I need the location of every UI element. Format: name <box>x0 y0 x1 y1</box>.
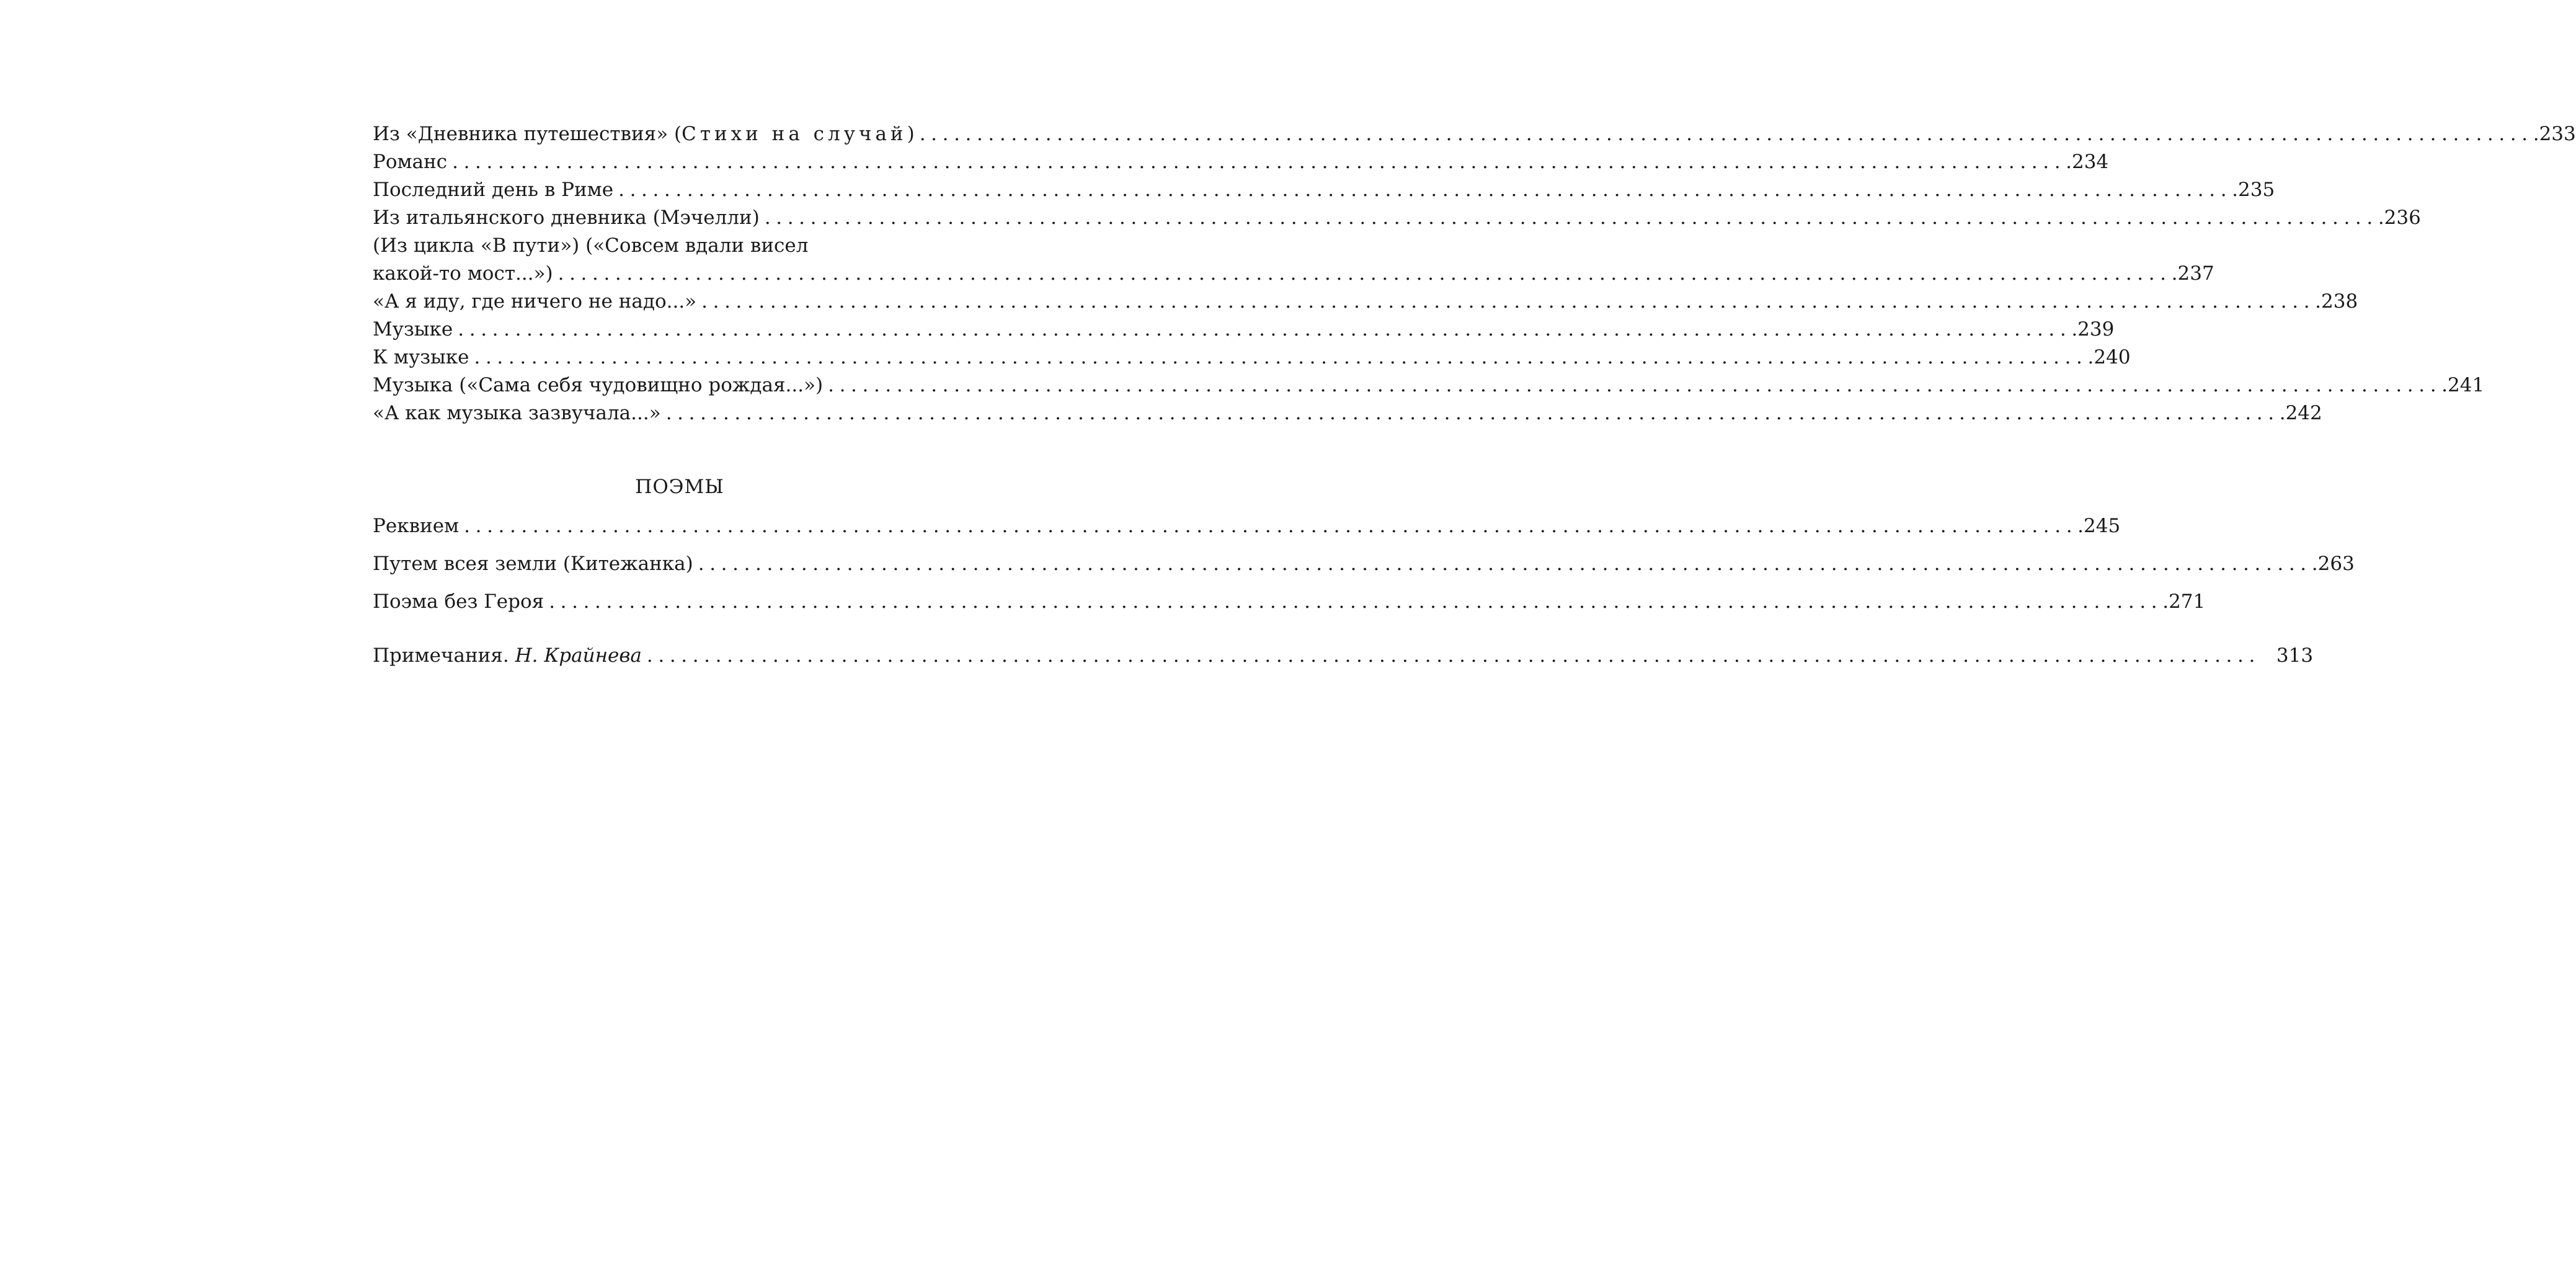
toc-entry-page: .236 <box>2378 207 2421 229</box>
table-of-contents <box>373 120 2576 670</box>
dot-leader: ............................................................................................................................................. <box>919 123 2533 145</box>
toc-entry-title: Из итальянского дневника (Мэчелли) <box>373 207 760 229</box>
toc-entry-page: .234 <box>2066 151 2109 173</box>
toc-entry-page: .239 <box>2071 318 2115 341</box>
notes-label: Примечания. <box>373 644 509 667</box>
toc-entry-notes[interactable] <box>373 642 2314 670</box>
toc-entry-page: .238 <box>2315 290 2358 313</box>
dot-leader: ............................................................................................................................................. <box>828 374 2442 396</box>
dot-leader: ............................................................................................................................................. <box>646 644 2260 667</box>
dot-leader: ............................................................................................................................................. <box>474 346 2088 368</box>
dot-leader: ............................................................................................................................................. <box>665 402 2280 424</box>
toc-entry[interactable] <box>373 512 2121 540</box>
toc-entry-title: Путем всея земли (Китежанка) <box>373 553 693 575</box>
toc-entry[interactable] <box>373 288 2358 316</box>
dot-leader: ............................................................................................................................................. <box>618 179 2232 201</box>
dot-leader: ............................................................................................................................................. <box>458 318 2072 341</box>
toc-entry[interactable] <box>373 316 2115 344</box>
toc-entry-title: Музыке <box>373 318 453 341</box>
toc-entry[interactable] <box>373 232 2214 288</box>
toc-entry-page: .242 <box>2279 402 2322 424</box>
dot-leader: ............................................................................................................................................. <box>549 590 2163 613</box>
toc-entry-page: .245 <box>2077 515 2121 537</box>
toc-entry-title: (Из цикла «В пути») («Совсем вдали висел <box>373 234 809 257</box>
toc-entry-page: .237 <box>2171 262 2214 285</box>
dot-leader: ............................................................................................................................................. <box>452 151 2066 173</box>
dot-leader: ............................................................................................................................................. <box>698 553 2312 575</box>
toc-entry-page: .263 <box>2311 553 2355 575</box>
toc-entry[interactable] <box>373 120 2576 148</box>
toc-entry[interactable] <box>373 399 2322 427</box>
toc-entry[interactable] <box>373 344 2131 372</box>
toc-entry-title: К музыке <box>373 346 469 368</box>
toc-entry-page: .233 <box>2533 123 2576 145</box>
toc-entry-page: .240 <box>2087 346 2131 368</box>
toc-entry-title: Музыка («Сама себя чудовищно рождая...») <box>373 374 824 396</box>
toc-entry-title: Романс <box>373 151 448 173</box>
toc-entry-title: Поэма без Героя <box>373 590 544 613</box>
section-heading-poems: ПОЭМЫ <box>635 476 724 498</box>
toc-entry[interactable] <box>373 550 2355 578</box>
dot-leader: ............................................................................................................................................. <box>557 262 2172 285</box>
dot-leader: ............................................................................................................................................. <box>464 515 2078 537</box>
dot-leader: ............................................................................................................................................. <box>701 290 2316 313</box>
toc-entry-page: .271 <box>2162 590 2206 613</box>
dot-leader: ............................................................................................................................................. <box>764 207 2378 229</box>
toc-entry-title: «А как музыка зазвучала...» <box>373 402 661 424</box>
toc-entry-page: .241 <box>2441 374 2485 396</box>
toc-entry-title: Последний день в Риме <box>373 179 614 201</box>
toc-entry-title: Реквием <box>373 515 460 537</box>
toc-entry[interactable] <box>373 148 2109 176</box>
toc-entry-title: Из «Дневника путешествия» (Стихи на случай) <box>373 123 915 145</box>
toc-entry-title <box>373 642 642 670</box>
toc-entry-page: .235 <box>2232 179 2275 201</box>
toc-entry[interactable] <box>373 176 2275 204</box>
toc-entry-page: 313 <box>2276 644 2314 667</box>
notes-author: Н. Крайнева <box>515 644 642 667</box>
toc-entry[interactable] <box>373 372 2485 399</box>
toc-entry-title: «А я иду, где ничего не надо...» <box>373 290 697 313</box>
toc-entry[interactable] <box>373 588 2206 616</box>
toc-entry[interactable] <box>373 204 2421 232</box>
toc-entry-title-continued: какой-то мост...») <box>373 262 553 285</box>
